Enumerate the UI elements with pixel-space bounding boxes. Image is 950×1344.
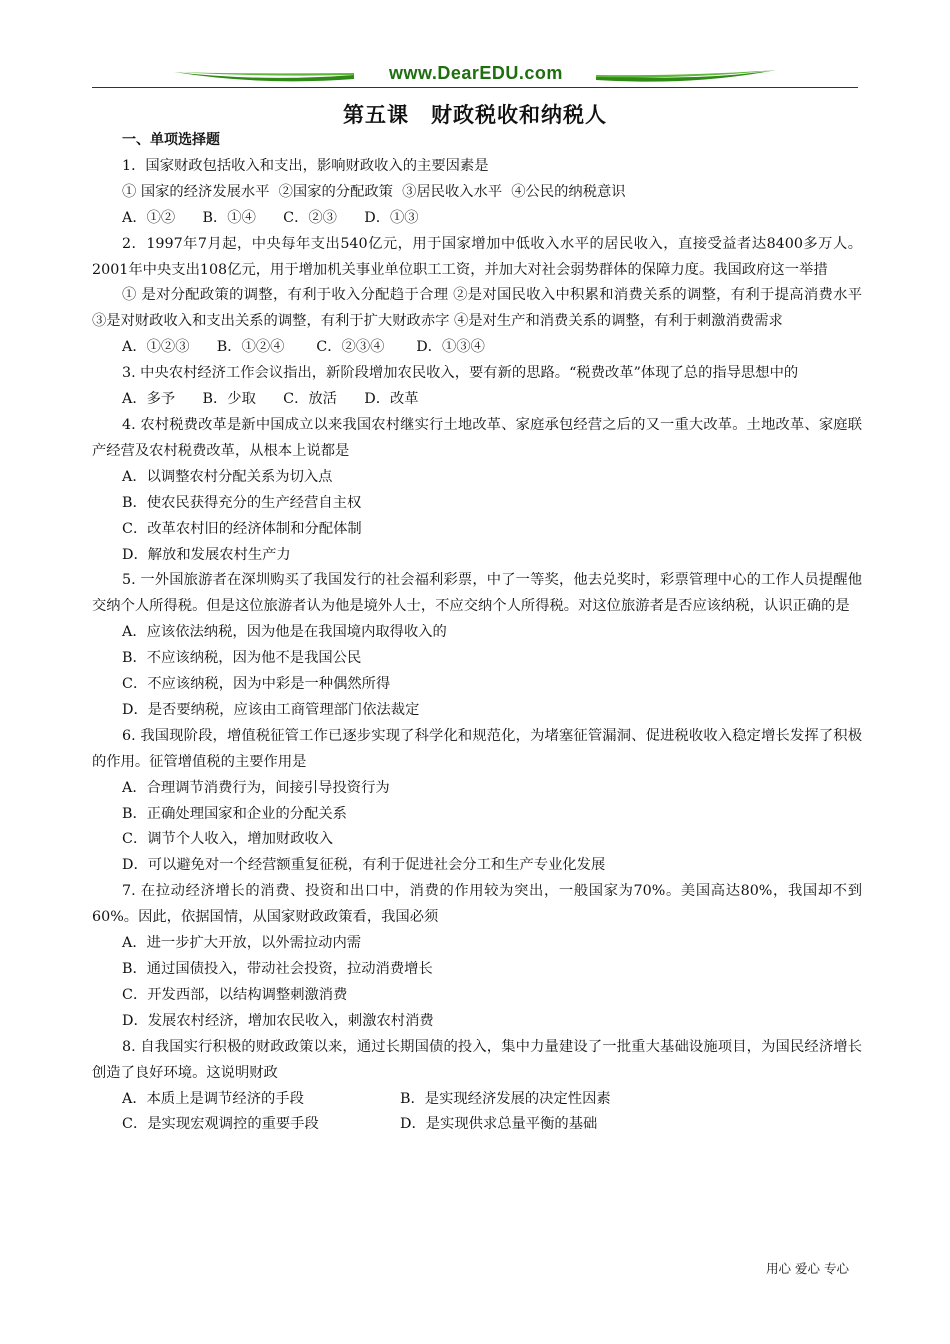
option-b: B．使农民获得充分的生产经营自主权 [122,494,362,511]
option-b: B．通过国债投入，带动社会投资，拉动消费增长 [122,961,433,977]
question-stem: 1．国家财政包括收入和支出，影响财政收入的主要因素是 [122,157,489,174]
option-d: D．可以避免对一个经营额重复征税，有利于促进社会分工和生产专业化发展 [122,857,606,874]
option-a: A．本质上是调节经济的手段 [122,1090,304,1107]
question-3 [92,361,862,413]
question-stem: 5. 一外国旅游者在深圳购买了我国发行的社会福利彩票，中了一等奖，他去兑奖时，彩票管理中心的工作人员提醒他交纳个人所得税。但是这位旅游者认为他是境外人士，不应交纳个人所得税。对这位旅游者是否应该纳税，认识正确的是 [92,572,862,615]
answer-options: A．①② B．①④ C．②③ D．①③ [122,209,419,226]
question-stem: 2．1997年7月起，中央每年支出540亿元，用于国家增加中低收入水平的居民收入，直接受益者达8400多万人。2001年中央支出108亿元，用于增加机关事业单位职工工资，并加大对社会弱势群体的保障力度。我国政府这一举措 [92,235,862,278]
option-b: B．不应该纳税，因为他不是我国公民 [122,650,362,667]
option-d: D．是实现供求总量平衡的基础 [400,1116,598,1133]
option-d: D．是否要纳税，应该由工商管理部门依法裁定 [122,701,420,718]
document-body [92,128,862,1138]
section-heading: 一、单项选择题 [122,132,220,148]
question-stem: 6. 我国现阶段，增值税征管工作已逐步实现了科学化和规范化，为堵塞征管漏洞、促进税收收入稳定增长发挥了积极的作用。征管增值税的主要作用是 [92,727,862,770]
question-7 [92,879,862,1034]
option-c: C．开发西部，以结构调整刺激消费 [122,986,348,1003]
site-logo[interactable] [172,62,778,88]
option-b: B．是实现经济发展的决定性因素 [400,1090,611,1107]
option-c: C．调节个人收入，增加财政收入 [122,831,334,848]
question-4 [92,413,862,568]
option-c: C．是实现宏观调控的重要手段 [122,1116,319,1133]
question-8 [92,1035,862,1139]
option-a: A．以调整农村分配关系为切入点 [122,468,333,485]
question-6 [92,724,862,879]
answer-options: A．①②③ B．①②④ C．②③④ D．①③④ [122,339,485,356]
option-d: D．发展农村经济，增加农民收入，刺激农村消费 [122,1012,434,1029]
option-b: B．正确处理国家和企业的分配关系 [122,805,347,822]
question-2 [92,232,862,362]
question-stem: 8. 自我国实行积极的财政政策以来，通过长期国债的投入，集中力量建设了一批重大基础设施项目，为国民经济增长创造了良好环境。这说明财政 [92,1038,862,1081]
option-d: D．解放和发展农村生产力 [122,546,291,563]
question-5 [92,568,862,723]
question-statements: ① 是对分配政策的调整，有利于收入分配趋于合理 ②是对国民收入中积累和消费关系的调整，有利于提高消费水平 ③是对财政收入和支出关系的调整，有利于扩大财政赤字 ④是对生产和消费关系的调整，有利于刺激消费需求 [92,287,862,330]
page-footer: 用心 爱心 专心 [766,1261,849,1276]
option-a: A．合理调节消费行为，间接引导投资行为 [122,779,390,796]
header-divider [92,87,858,88]
question-stem: 3. 中央农村经济工作会议指出，新阶段增加农民收入，要有新的思路。“税费改革”体现了总的指导思想中的 [122,365,799,382]
option-a: A．进一步扩大开放，以外需拉动内需 [122,935,362,952]
question-stem: 4. 农村税费改革是新中国成立以来我国农村继实行土地改革、家庭承包经营之后的又一重大改革。土地改革、家庭联产经营及农村税费改革，从根本上说都是 [92,416,862,459]
option-a: A．应该依法纳税，因为他是在我国境内取得收入的 [122,624,447,641]
site-logo-text: www.DearEDU.com [389,63,563,83]
option-row [92,1112,862,1138]
option-row [92,1087,862,1113]
page-title: 第五课 财政税收和纳税人 [343,103,607,127]
question-stem: 7. 在拉动经济增长的消费、投资和出口中，消费的作用较为突出，一般国家为70%。美国高达80%，我国却不到60%。因此，依据国情，从国家财政政策看，我国必须 [92,883,862,926]
option-c: C．改革农村旧的经济体制和分配体制 [122,520,362,537]
answer-options: A．多予 B．少取 C．放活 D．改革 [122,391,419,408]
question-1 [92,154,862,232]
question-statements: ① 国家的经济发展水平 ②国家的分配政策 ③居民收入水平 ④公民的纳税意识 [122,183,626,200]
option-c: C．不应该纳税，因为中彩是一种偶然所得 [122,676,391,693]
